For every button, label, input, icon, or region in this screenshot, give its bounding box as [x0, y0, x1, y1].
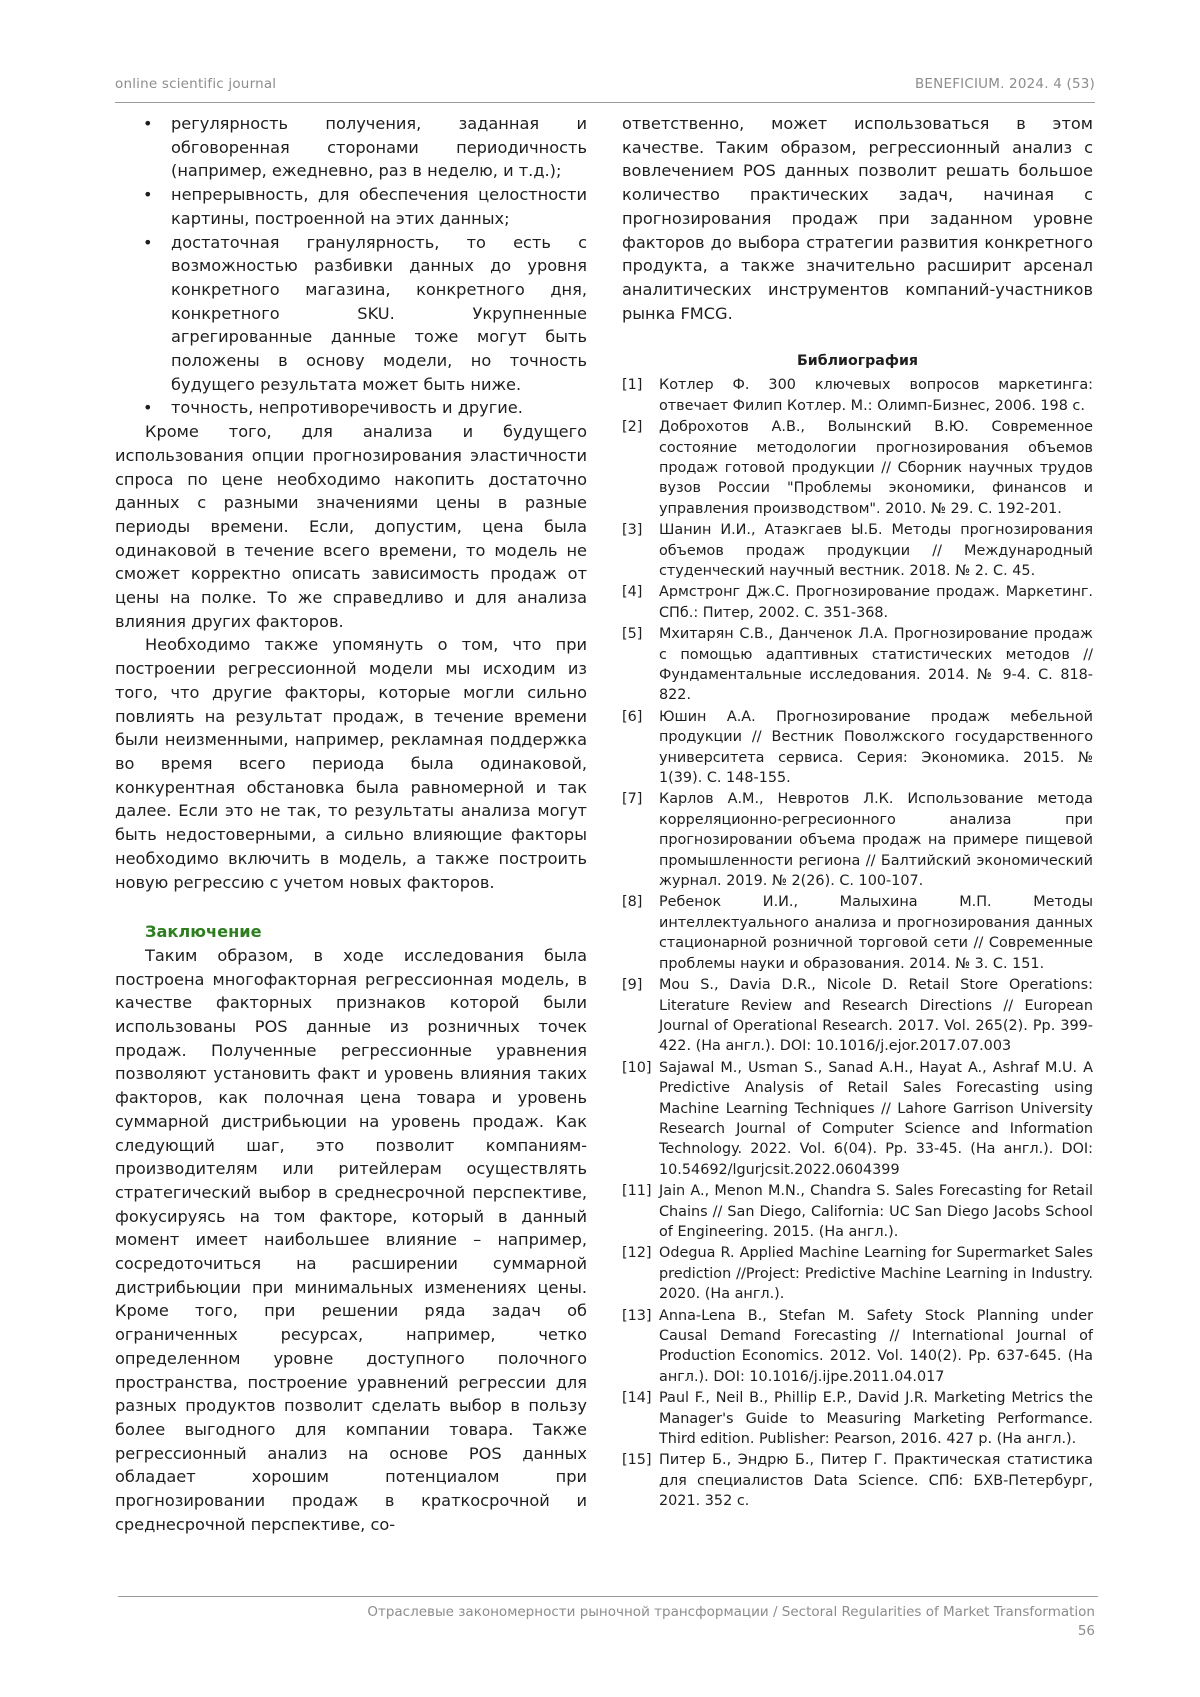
reference-text: Sajawal M., Usman S., Sanad A.H., Hayat A., Ashraf M.U. A Predictive Analysis of Retail Sales Forecasting using Machine Learning Techniques // Lahore Garrison University Research Journal of Computer Science and Information Technology. 2022. Vol. 6(04). Pp. 33-45. (На англ.). DOI: 10.54692/lgurjcsit.2022.0604399 [659, 1059, 1093, 1178]
reference-number: [10] [622, 1059, 652, 1076]
reference-item [622, 1450, 1093, 1511]
reference-number: [11] [622, 1183, 652, 1200]
reference-text: Jain A., Menon M.N., Chandra S. Sales Forecasting for Retail Chains // San Diego, California: UC San Diego Jacobs School of Engineering. 2015. (На англ.). [659, 1183, 1093, 1240]
reference-number: [2] [622, 419, 643, 436]
reference-item [622, 975, 1093, 1057]
conclusion-continuation: ответственно, может использоваться в этом качестве. Таким образом, регрессионный анализ с вовлечением POS данных позволит решать большое количество практических задач, начиная с прогнозирования продаж при заданном уровне факторов до выбора стратегии развития конкретного продукта, а также значительно расширит арсенал аналитических инструментов компаний-участников рынка FMCG. [622, 114, 1093, 323]
journal-issue: BENEFICIUM. 2024. 4 (53) [914, 76, 1095, 92]
header-divider [115, 102, 1095, 103]
reference-text: Anna-Lena B., Stefan M. Safety Stock Planning under Causal Demand Forecasting // International Journal of Production Economics. 2012. Vol. 140(2). Pp. 637-645. (На англ.). DOI: 10.1016/j.ijpe.2011.04.017 [659, 1307, 1093, 1385]
reference-text: Доброхотов А.В., Волынский В.Ю. Современное состояние методологии прогнозирования объемов продаж готовой продукции // Сборник научных трудов вузов России "Проблемы экономики, финансов и управления производством". 2010. № 29. С. 192-201. [659, 419, 1093, 517]
section-title: Отраслевые закономерности рыночной трансформации / Sectoral Regularities of Market Transformation [367, 1604, 1095, 1620]
reference-item [622, 520, 1093, 581]
reference-number: [14] [622, 1390, 652, 1407]
list-item: • достаточная гранулярность, то есть с возможностью разбивки данных до уровня конкретного магазина, конкретного дня, конкретного SKU. Укрупненные агрегированные данные тоже могут быть положены в основу модели, но точность будущего результата может быть ниже. [115, 231, 587, 397]
reference-number: [6] [622, 708, 643, 725]
reference-number: [3] [622, 522, 643, 539]
reference-number: [4] [622, 584, 643, 601]
reference-number: [9] [622, 977, 643, 994]
reference-item [622, 707, 1093, 789]
reference-item [622, 789, 1093, 891]
reference-item [622, 1306, 1093, 1388]
reference-text: Odegua R. Applied Machine Learning for Supermarket Sales prediction //Project: Predictive Machine Learning in Industry. 2020. (На англ.). [659, 1245, 1093, 1303]
reference-number: [8] [622, 894, 643, 911]
reference-item [622, 1181, 1093, 1242]
reference-item [622, 1243, 1093, 1304]
reference-text: Мхитарян С.В., Данченок Л.А. Прогнозирование продаж с помощью адаптивных статистических методов // Фундаментальные исследования. 2014. № 9-4. С. 818-822. [659, 626, 1093, 704]
footer-divider [118, 1596, 1098, 1597]
page-number: 56 [1077, 1623, 1095, 1639]
reference-item [622, 375, 1093, 416]
conclusion-paragraph: Таким образом, в ходе исследования была построена многофакторная регрессионная модель, в качестве факторных признаков которой были использованы POS данные из розничных точек продаж. Полученные регрессионные уравнения позволяют установить факт и уровень влияния таких факторов, как полочная цена товара и уровень суммарной дистрибьюции на уровень продаж. Как следующий шаг, это позволит компаниям-производителям или ритейлерам осуществлять стратегический выбор в среднесрочной перспективе, фокусируясь на том факторе, который в данный момент имеет наибольшее влияние – например, сосредоточиться на расширении суммарной дистрибьюции при минимальных изменениях цены. Кроме того, при решении ряда задач об ограниченных ресурсах, например, четко определенном уровне доступного полочного пространства, построение уравнений регрессии для разных продуктов позволит сделать выбор в пользу более выгодного для компании товара. Также регрессионный анализ на основе POS данных обладает хорошим потенциалом при прогнозировании продаж в краткосрочной и среднесрочной перспективе, со- [115, 945, 587, 1534]
body-paragraph: Необходимо также упомянуть о том, что при построении регрессионной модели мы исходим из того, что другие факторы, которые могли сильно повлиять на результат продаж, в течение времени были неизменными, например, рекламная поддержка во время всего периода была одинаковой, конкурентная обстановка была равномерной и так далее. Если это не так, то результаты анализа могут быть недостоверными, а сильно влияющие факторы необходимо включить в модель, а также построить новую регрессию с учетом новых факторов. [115, 635, 587, 892]
reference-text: Карлов А.М., Невротов Л.К. Использование метода корреляционно-регресионного анализа при прогнозировании объема продаж на примере пищевой промышленности региона // Балтийский экономический журнал. 2019. № 2(26). С. 100-107. [659, 791, 1093, 890]
list-item: • точность, непротиворечивость и другие. [115, 396, 587, 420]
reference-item [622, 1388, 1093, 1449]
reference-number: [5] [622, 626, 643, 643]
list-item: • регулярность получения, заданная и обговоренная сторонами периодичность (например, ежедневно, раз в неделю, и т.д.); [115, 112, 587, 183]
reference-item [622, 624, 1093, 706]
reference-number: [13] [622, 1307, 652, 1324]
list-item: • непрерывность, для обеспечения целостности картины, построенной на этих данных; [115, 183, 587, 230]
reference-list [622, 375, 1093, 1511]
reference-item [622, 417, 1093, 519]
reference-item [622, 582, 1093, 623]
reference-text: Питер Б., Эндрю Б., Питер Г. Практическая статистика для специалистов Data Science. СПб: БХВ-Петербург, 2021. 352 с. [659, 1452, 1093, 1510]
reference-item [622, 892, 1093, 974]
reference-item [622, 1058, 1093, 1180]
bibliography-heading: Библиография [796, 353, 918, 370]
journal-name: online scientific journal [115, 76, 277, 92]
reference-text: Юшин А.А. Прогнозирование продаж мебельной продукции // Вестник Поволжского государственного университета сервиса. Серия: Экономика. 2015. № 1(39). С. 148-155. [659, 708, 1093, 787]
reference-text: Paul F., Neil B., Phillip E.P., David J.R. Marketing Metrics the Manager's Guide to Measuring Marketing Performance. Third edition. Publisher: Pearson, 2016. 427 p. (На англ.). [659, 1390, 1093, 1448]
left-column [115, 112, 587, 1536]
requirements-list [115, 112, 587, 420]
reference-text: Mou S., Davia D.R., Nicole D. Retail Store Operations: Literature Review and Research Directions // European Journal of Operational Research. 2017. Vol. 265(2). Pp. 399-422. (На англ.). DOI: 10.1016/j.ejor.2017.07.003 [659, 977, 1093, 1055]
reference-number: [1] [622, 377, 643, 394]
conclusion-heading: Заключение [145, 922, 262, 942]
body-paragraph: Кроме того, для анализа и будущего использования опции прогнозирования эластичности спроса по цене необходимо накопить достаточно данных с разными значениями цены в разные периоды времени. Если, допустим, цена была одинаковой в течение всего времени, то модель не сможет корректно описать зависимость продаж от цены на полке. То же справедливо и для анализа влияния других факторов. [115, 422, 587, 631]
reference-text: Шанин И.И., Атаэкгаев Ы.Б. Методы прогнозирования объемов продаж продукции // Международный студенческий научный вестник. 2018. № 2. С. 45. [659, 522, 1093, 579]
reference-number: [12] [622, 1245, 652, 1262]
right-column [622, 112, 1093, 1513]
reference-number: [15] [622, 1452, 652, 1469]
page-footer [367, 1603, 1095, 1641]
reference-number: [7] [622, 791, 643, 808]
reference-text: Ребенок И.И., Малыхина М.П. Методы интеллектуального анализа и прогнозирования данных стационарной розничной торговой сети // Современные проблемы науки и образования. 2014. № 3. С. 151. [659, 894, 1093, 972]
reference-text: Армстронг Дж.С. Прогнозирование продаж. Маркетинг. СПб.: Питер, 2002. С. 351-368. [659, 584, 1093, 621]
reference-text: Котлер Ф. 300 ключевых вопросов маркетинга: отвечает Филип Котлер. М.: Олимп-Бизнес, 2006. 198 с. [659, 377, 1093, 414]
